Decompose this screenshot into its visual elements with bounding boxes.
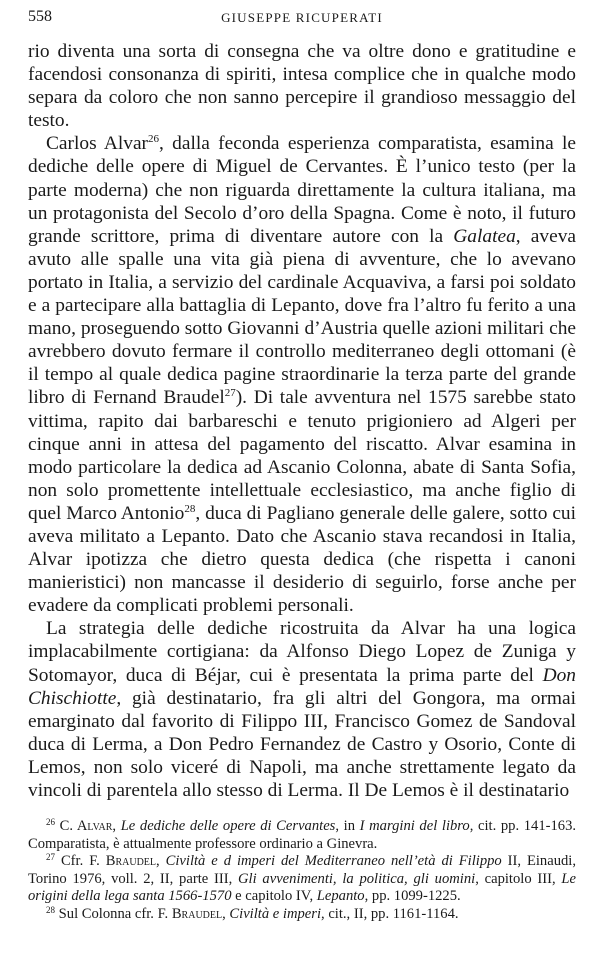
text-run: Sul Colonna cfr. xyxy=(58,905,158,922)
text-run: II, Einaudi, Torino 1976, voll. 2, II, parte III, xyxy=(28,853,577,887)
page-number: 558 xyxy=(28,8,52,25)
italic-title-quixote: Don Chischiotte xyxy=(28,664,576,709)
page-header xyxy=(28,8,576,30)
footnote-title: Gli avvenimenti, la politica, gli uomini xyxy=(238,870,476,887)
text-run: , pp. 1099-1225. xyxy=(364,888,461,905)
running-head: GIUSEPPE RICUPERATI xyxy=(221,10,383,25)
italic-title-galatea: Galatea xyxy=(453,225,516,247)
footnote-28 xyxy=(28,906,576,924)
footnote-title: Civiltà e d imperi del Mediterraneo nell’età di Filippo xyxy=(165,853,502,870)
text-run: , già destinatario, fra gli altri del Gongora, ma ormai emarginato dal favorito di Filippo III, Francisco Gomez de Sandoval duca di Lerma, a Don Pedro Fernandez de Castro y Osorio, Conte di Lemos, non solo viceré di Napoli, ma anche strettamente legato da vincoli di parentela allo stesso di Lerma. Il De Lemos è il destinatario xyxy=(28,687,576,801)
paragraph-3 xyxy=(28,617,576,802)
footnote-author: F. Braudel xyxy=(89,853,157,870)
text-run: , in xyxy=(335,818,360,834)
text-run: , xyxy=(222,905,230,922)
footnote-title: Le origini della lega santa 1566-1570 xyxy=(28,870,576,905)
footnote-ref-27[interactable]: 27 xyxy=(224,387,236,400)
footnote-author: F. Braudel xyxy=(157,905,223,922)
text-run: , aveva avuto alle spalle una vita già piena di avventure, che lo avevano portato in Italia, a servizio del cardinale Acquaviva, a farsi poi soldato e a partecipare alla battaglia di Lepanto, dove fra l’altro fu ferito a una mano, proseguendo sotto Giovanni d’Austria quelle azioni militari che avrebbero dovuto fermare il controllo mediterraneo degli ottomani (è il tempo al quale dedica pagine straordinarie la terza parte del grande libro di Fernand Braudel xyxy=(28,225,576,409)
paragraph-2 xyxy=(28,132,576,617)
footnote-author: C. Alvar xyxy=(59,818,113,834)
footnotes xyxy=(28,818,576,924)
paragraph-1: rio diventa una sorta di consegna che va oltre dono e gratitudine e facendosi consonanza di spiriti, intesa complice che in qualche modo separa da coloro che non sanno percepire il grandioso messaggio del testo. xyxy=(28,41,576,132)
text-run: ). Di tale avventura nel 1575 sarebbe stato vittima, rapito dai barbareschi e tenuto prigioniero ad Algeri per cinque anni in attesa del pagamento del riscatto. Alvar esamina in modo particolare la dedica ad Ascanio Colonna, abate di Santa Sofia, non solo promettente intellettuale ecclesiastico, ma anche figlio di quel Marco Antonio xyxy=(28,387,577,524)
footnote-27 xyxy=(28,853,576,906)
text-run: , duca di Pagliano generale delle galere, sotto cui aveva militato a Lepanto. Dato che Ascanio stava recandosi in Italia, Alvar ipotizza che dietro questa dedica (che rispetta i canoni manieristici) non mancasse il desiderio di seguirlo, forse anche per evadere da complicati problemi personali. xyxy=(28,502,577,617)
text-run: , xyxy=(112,818,121,834)
text-run: , dalla feconda esperienza comparatista, esamina le dediche delle opere di Miguel de Cervantes. È l’unico testo (per la parte moderna) che non riguarda direttamente la cultura italiana, ma un protagonista del Secolo d’oro della Spagna. Come è noto, il futuro grande scrittore, prima di diventare autore con la xyxy=(28,133,576,247)
footnote-26 xyxy=(28,818,576,853)
body-text xyxy=(28,40,576,802)
text-run: , cit., II, pp. 1161-1164. xyxy=(321,905,459,922)
footnote-ref-26[interactable]: 26 xyxy=(148,133,160,146)
footnote-title: Civiltà e imperi xyxy=(229,905,322,922)
footnote-title: Lepanto xyxy=(316,888,365,905)
text-run: , cit. pp. 141-163. Comparatista, è attualmente professore ordinario a Ginevra. xyxy=(28,818,577,852)
footnote-title: Le dediche delle opere di Cervantes xyxy=(120,818,336,834)
text-run: , capitolo III, xyxy=(475,870,562,887)
text-run: , xyxy=(156,853,166,870)
text-run: Carlos Alvar xyxy=(46,133,149,155)
footnote-book-title: I margini del libro xyxy=(359,818,470,834)
text-run: La strategia delle dediche ricostruita da Alvar ha una logica implacabilmente cortigiana: da Alfonso Diego Lopez de Zuniga y Sotomayor, duca di Béjar, cui è presentata la prima parte del xyxy=(28,618,576,686)
footnote-number: 26 xyxy=(46,817,55,827)
footnote-number: 27 xyxy=(46,852,55,863)
text-run: e capitolo IV, xyxy=(231,888,317,905)
text-run: Cfr. xyxy=(60,853,90,870)
footnote-ref-28[interactable]: 28 xyxy=(184,502,196,515)
footnote-number: 28 xyxy=(46,904,55,915)
